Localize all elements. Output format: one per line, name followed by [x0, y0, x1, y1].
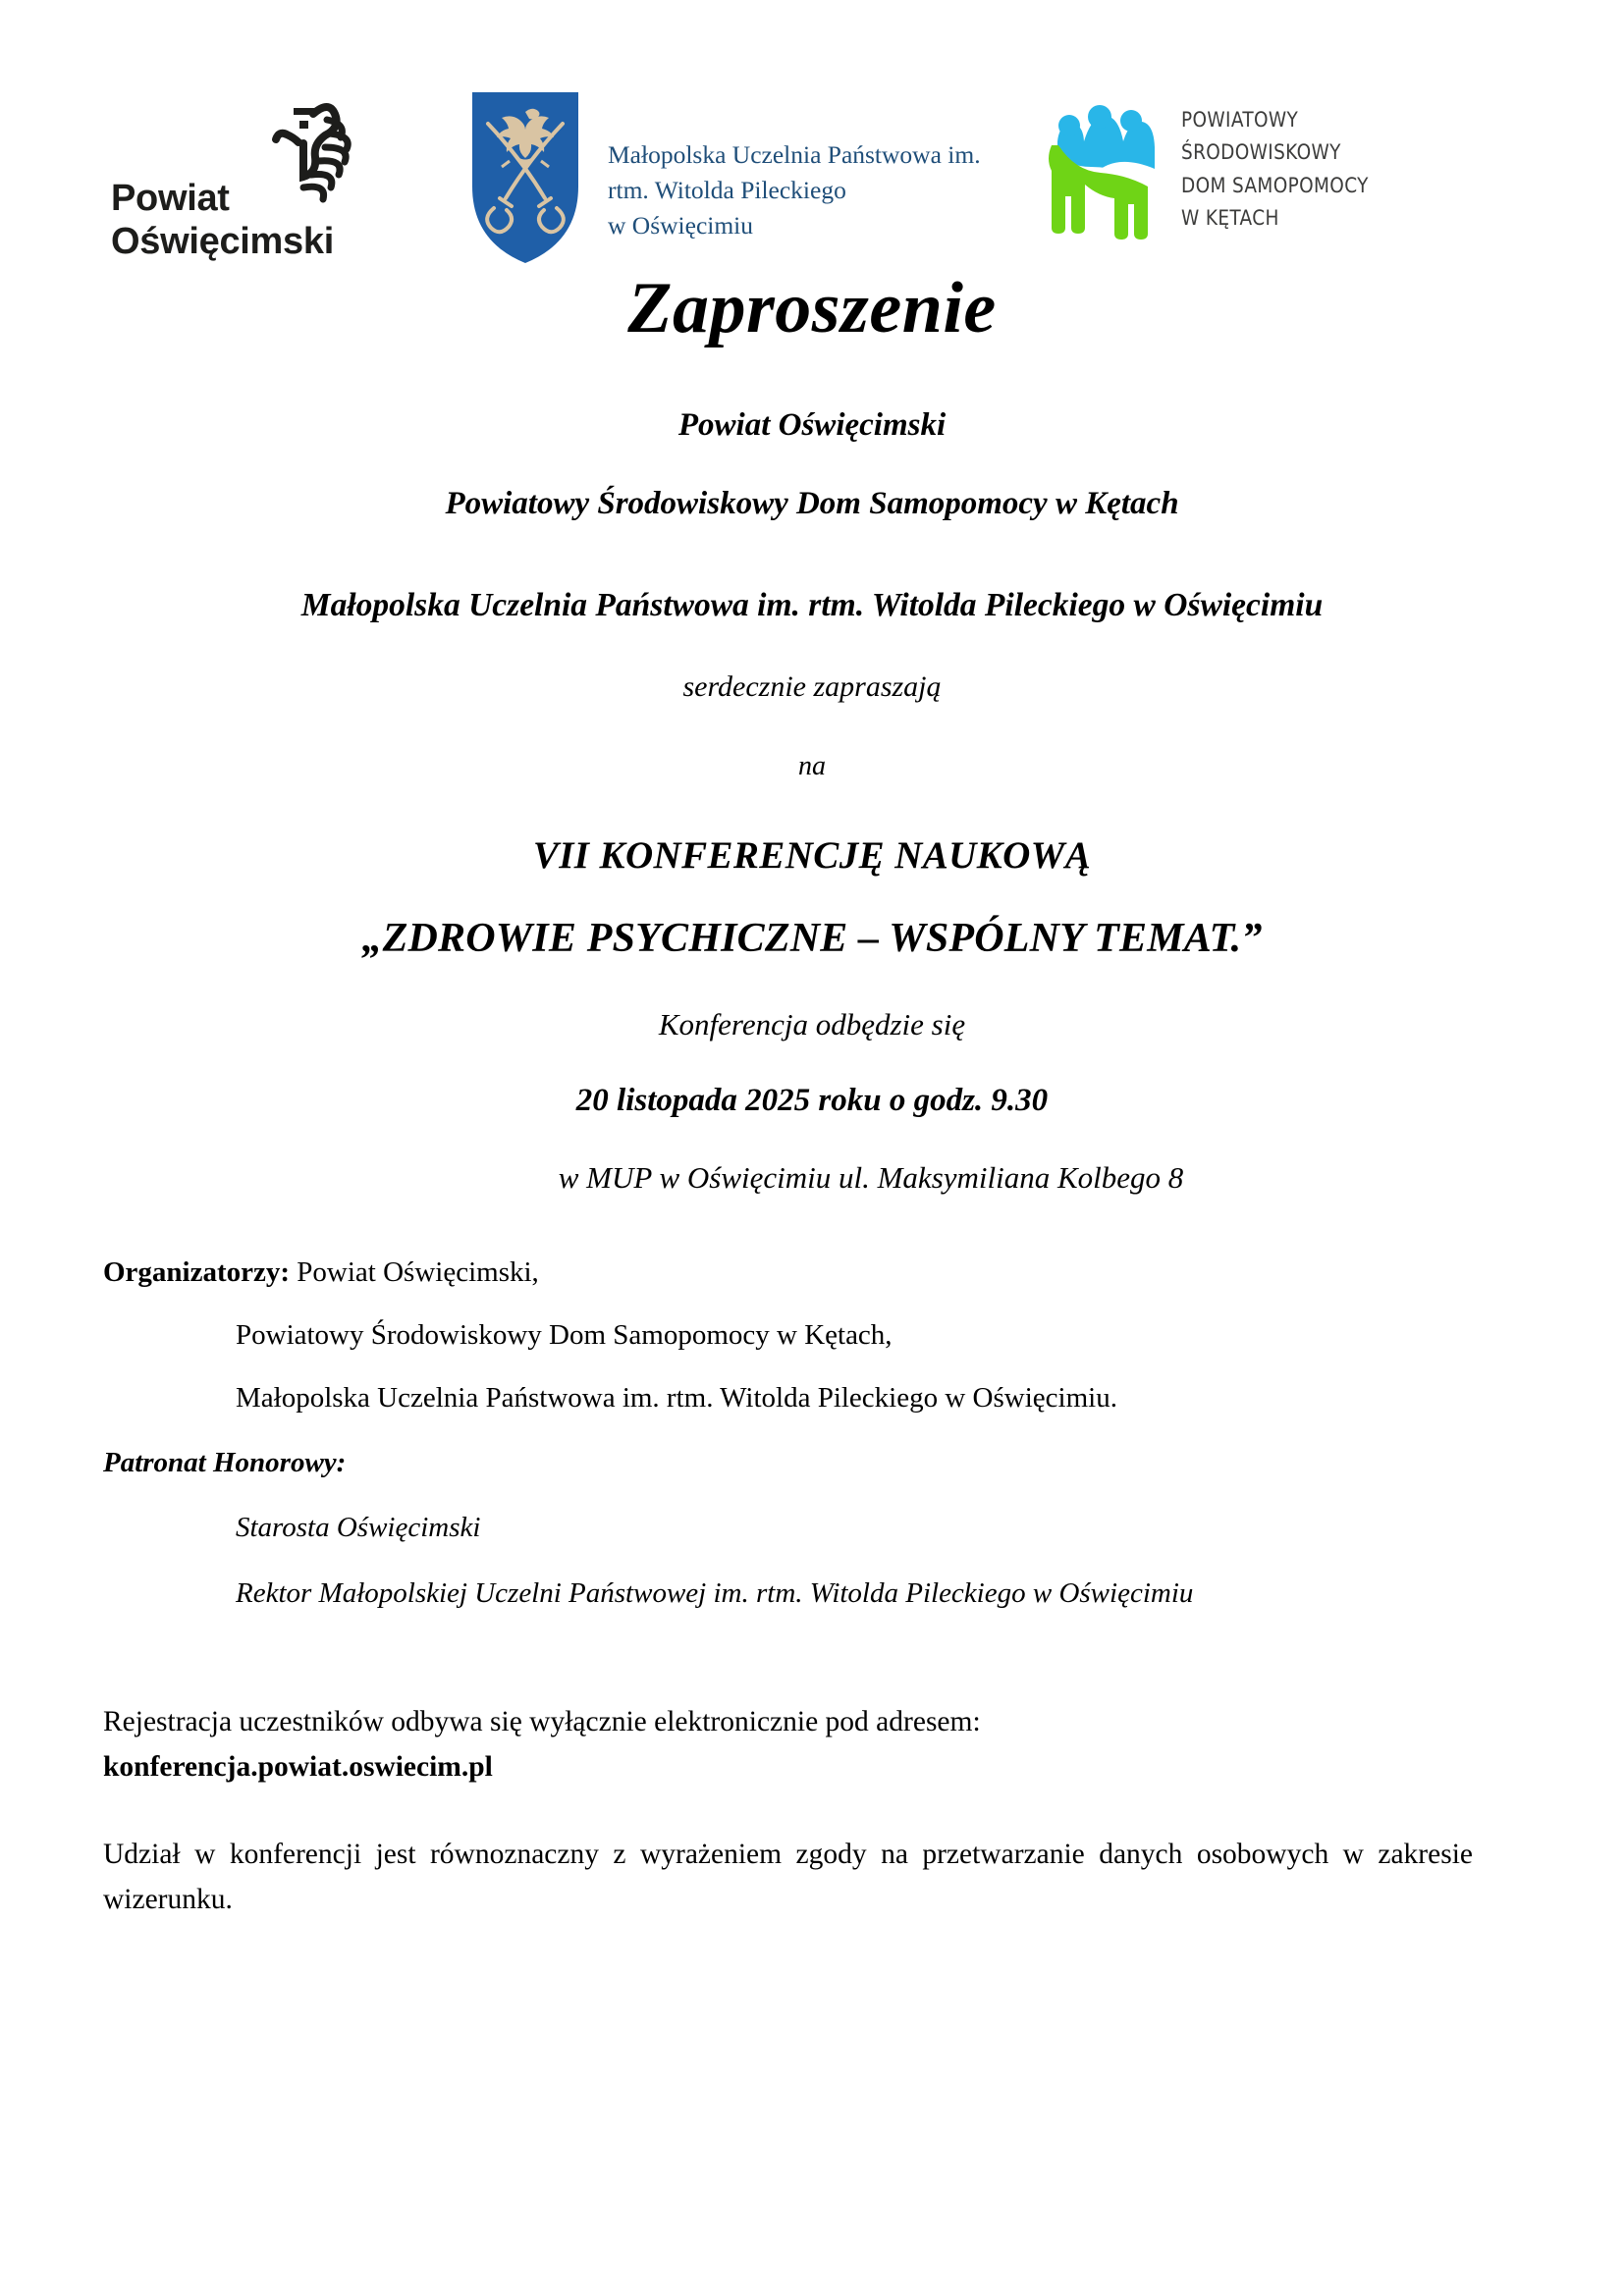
- organizers-block: [103, 1258, 1521, 1413]
- page-title: Zaproszenie: [627, 268, 997, 348]
- logo-psds-line4: W KĘTACH: [1180, 205, 1279, 231]
- conference-date: 20 listopada 2025 roku o godz. 9.30: [575, 1083, 1049, 1118]
- logo-psds-text: [1181, 104, 1369, 235]
- organizers-first-row: [103, 1258, 1521, 1287]
- conference-venue: w MUP w Oświęcimiu ul. Maksymiliana Kolbego 8: [558, 1160, 1184, 1195]
- logo-mup-oswiecim: [466, 116, 981, 272]
- helping-hand-with-people-icon: [1040, 90, 1165, 244]
- invite-na: na: [798, 751, 826, 781]
- logo-psds-ketach: [1040, 90, 1399, 244]
- logo-powiat-line2: Oświęcimski: [111, 221, 334, 263]
- patronage-item-1: Rektor Małopolskiej Uczelni Państwowej im. rtm. Witolda Pileckiego w Oświęcimiu: [236, 1577, 1194, 1609]
- logo-psds-line1: POWIATOWY: [1180, 108, 1298, 133]
- consent-note: Udział w konferencji jest równoznaczny z wyrażeniem zgody na przetwarzanie danych osobowych w zakresie wizerunku.: [103, 1839, 1473, 1916]
- patronage-item-0: Starosta Oświęcimski: [236, 1512, 481, 1543]
- logo-mup-text: [608, 137, 981, 244]
- patronage-block: [103, 1447, 1521, 1610]
- organizers-item-0: Powiat Oświęcimski,: [297, 1256, 539, 1288]
- invite-organizer-3: Małopolska Uczelnia Państwowa im. rtm. Witolda Pileckiego w Oświęcimiu: [300, 587, 1324, 623]
- logo-powiat-line1: Powiat: [111, 178, 230, 219]
- logo-powiat-oswiecimski: [111, 116, 406, 264]
- stylized-eagle-icon: [252, 94, 370, 217]
- organizers-item-1-row: Powiatowy Środowiskowy Dom Samopomocy w Kętach,: [236, 1319, 893, 1351]
- conference-when-lead: Konferencja odbędzie się: [658, 1007, 966, 1041]
- heraldic-shield-with-eagle-and-crossed-sabres-icon: [466, 88, 584, 272]
- logo-mup-line3: w Oświęcimiu: [608, 211, 754, 240]
- logo-mup-line1: Małopolska Uczelnia Państwowa im.: [608, 140, 981, 169]
- organizers-label: Organizatorzy:: [103, 1256, 291, 1288]
- patronage-label: Patronat Honorowy:: [103, 1447, 347, 1478]
- organizers-item-2-row: Małopolska Uczelnia Państwowa im. rtm. Witolda Pileckiego w Oświęcimiu.: [236, 1382, 1117, 1414]
- invite-verb: serdecznie zapraszają: [682, 670, 942, 703]
- invite-organizer-1: Powiat Oświęcimski: [677, 407, 947, 443]
- invite-organizer-2: Powiatowy Środowiskowy Dom Samopomocy w Kętach: [445, 486, 1179, 521]
- logo-psds-line3: DOM SAMOPOMOCY: [1180, 173, 1369, 198]
- registration-lead: Rejestracja uczestników odbywa się wyłącznie elektronicznie pod adresem:: [103, 1706, 981, 1737]
- logo-bar: [103, 0, 1521, 263]
- logo-mup-line2: rtm. Witolda Pileckiego: [608, 176, 846, 205]
- notes-block: [103, 1700, 1521, 1923]
- conference-kind: VII KONFERENCJĘ NAUKOWĄ: [532, 834, 1092, 877]
- registration-url[interactable]: konferencja.powiat.oswiecim.pl: [103, 1750, 493, 1783]
- conference-name: „ZDROWIE PSYCHICZNE – WSPÓLNY TEMAT.”: [361, 916, 1263, 961]
- logo-psds-line2: ŚRODOWISKOWY: [1180, 140, 1341, 166]
- registration-note: [103, 1700, 1521, 1789]
